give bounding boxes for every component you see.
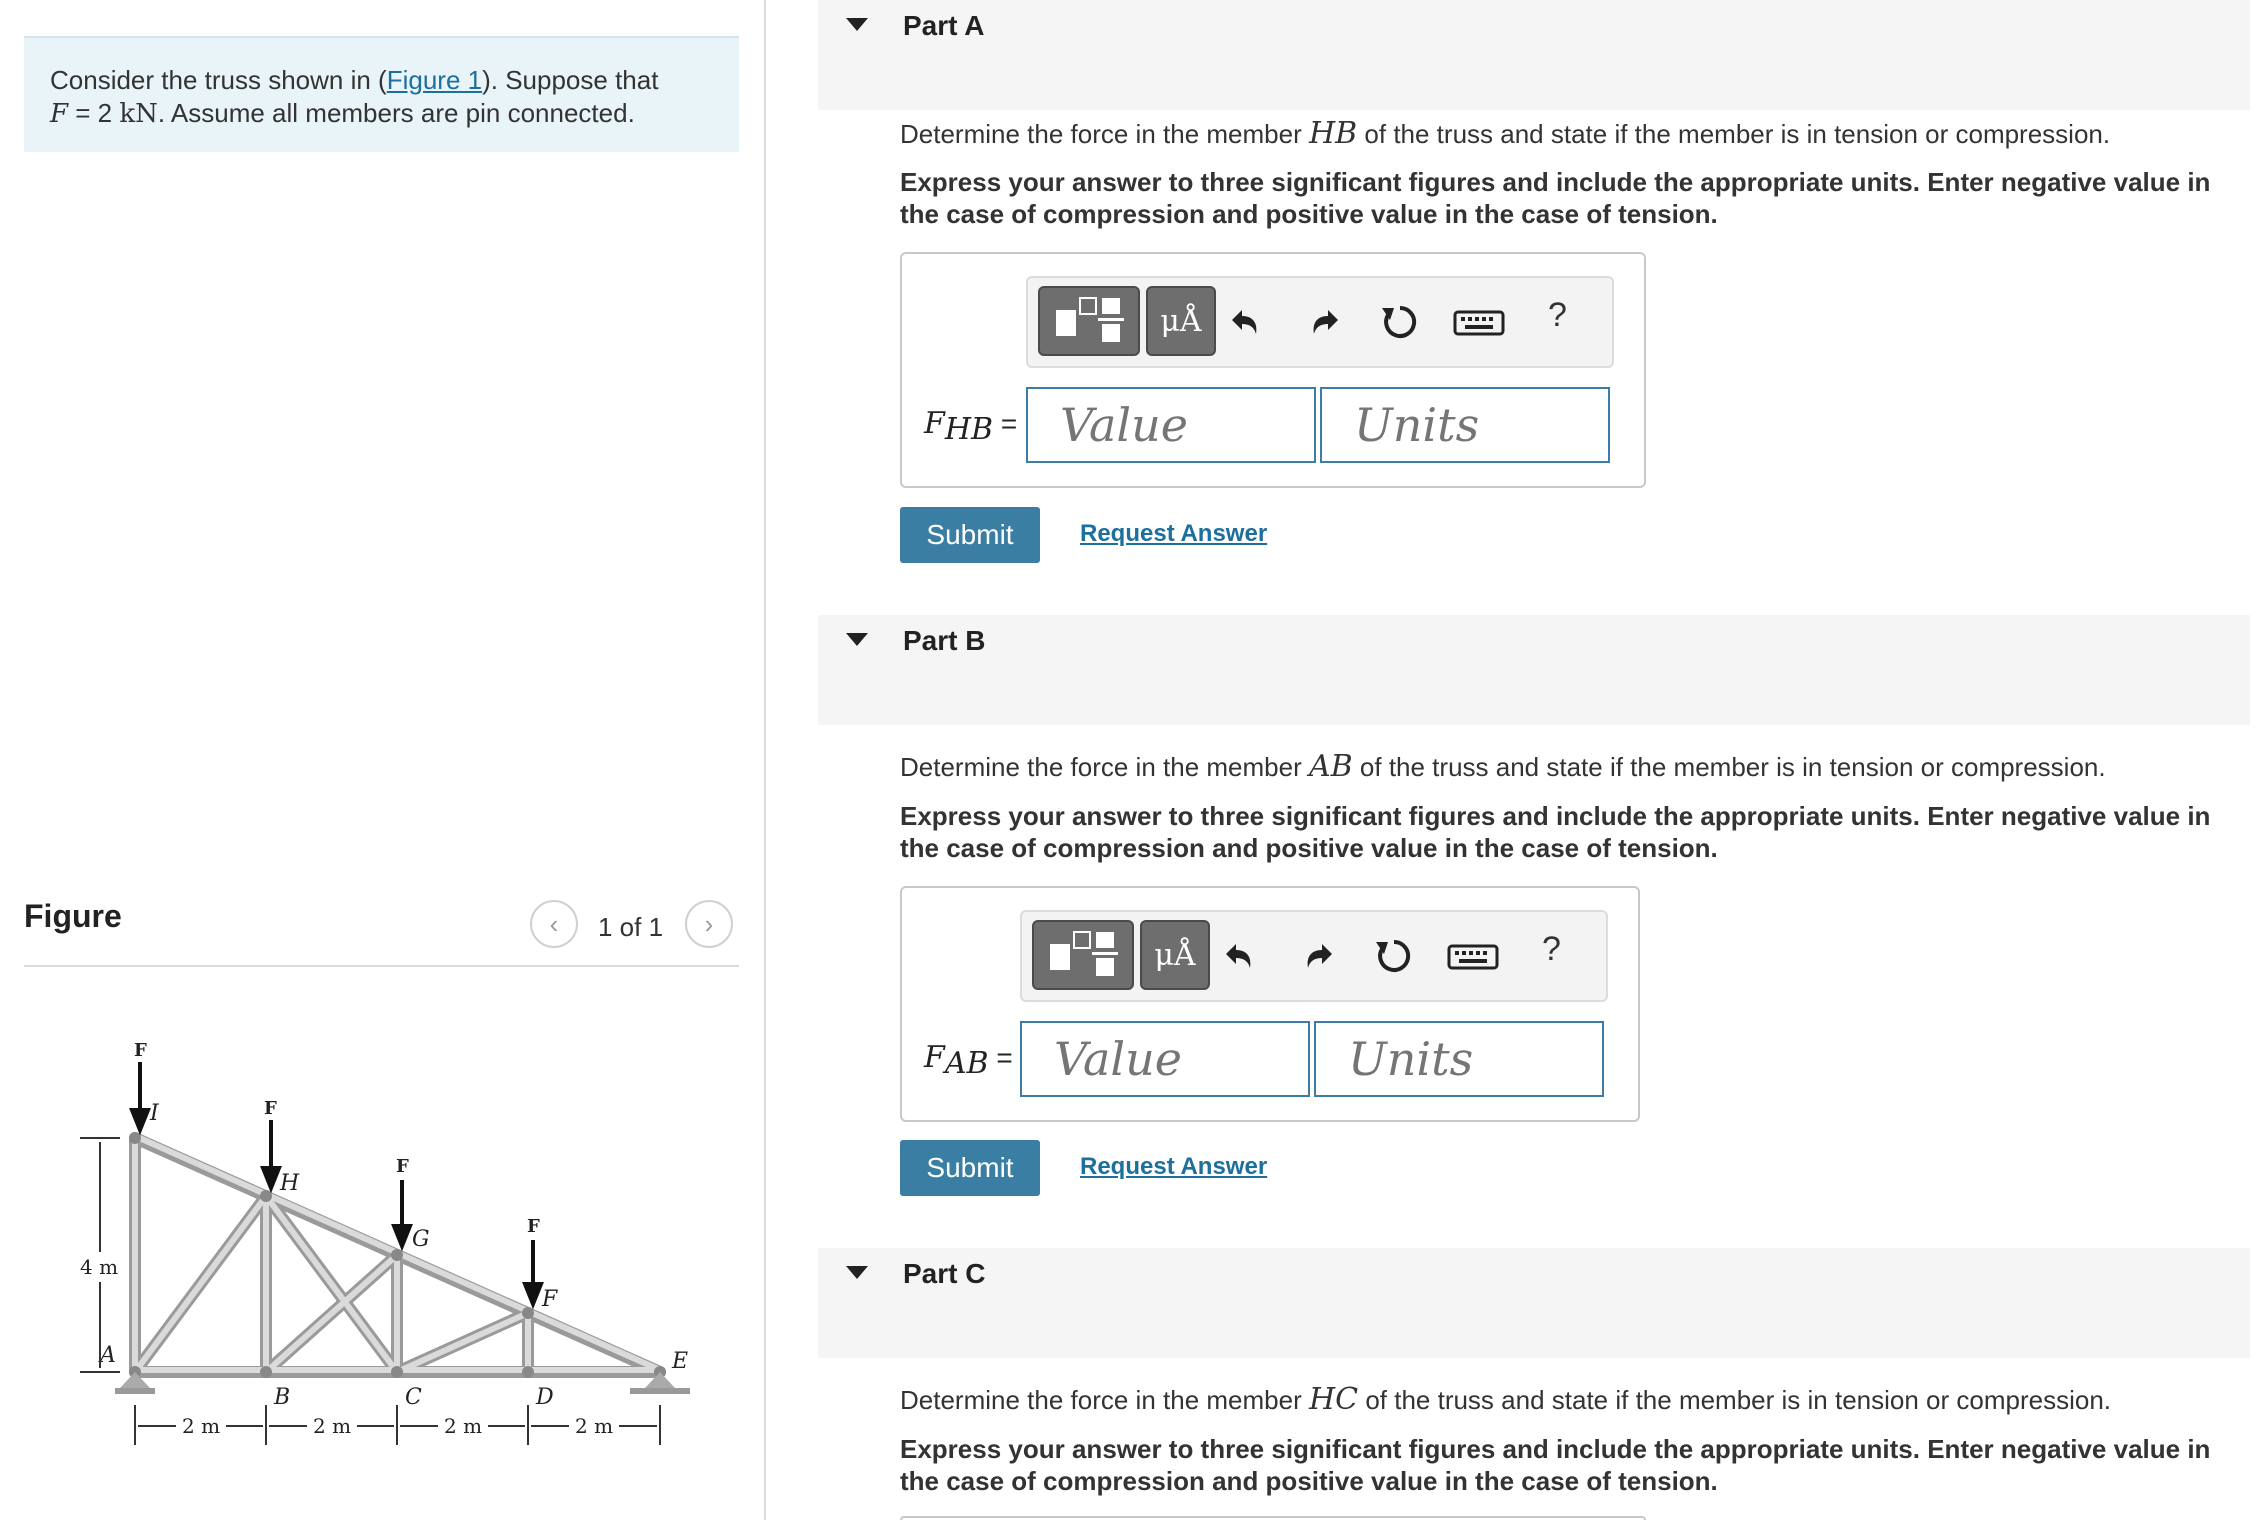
templates-icon xyxy=(1040,288,1138,354)
span-label: 2 m xyxy=(313,1414,352,1438)
part-b-question xyxy=(900,749,2240,784)
help-button[interactable]: ? xyxy=(1548,296,1567,334)
question-text: of the truss and state if the member is in tension or compression. xyxy=(1352,752,2106,782)
part-c-instructions: Express your answer to three significant figures and include the appropriate units. Enter negative value in the case of compression and positive value in the case of tension. xyxy=(900,1434,2211,1496)
units-button[interactable]: μÅ xyxy=(1146,286,1216,356)
joint-label-f: F xyxy=(542,1287,558,1312)
redo-icon[interactable] xyxy=(1296,934,1340,978)
joint-label-c: C xyxy=(405,1385,422,1410)
part-c-answer-box-edge xyxy=(900,1516,1646,1520)
units-button[interactable]: μÅ xyxy=(1140,920,1210,990)
question-text: Determine the force in the member xyxy=(900,119,1309,149)
part-c-question xyxy=(900,1382,2240,1417)
part-b-answer-box xyxy=(900,886,1640,1122)
force-symbol: F xyxy=(50,99,69,129)
undo-icon[interactable] xyxy=(1220,934,1264,978)
part-b-title: Part B xyxy=(903,625,986,656)
joint-label-d: D xyxy=(536,1385,554,1410)
part-a-answer-box xyxy=(900,252,1646,488)
problem-statement xyxy=(24,36,739,152)
part-a-title: Part A xyxy=(903,10,985,41)
joint-label-h: H xyxy=(280,1171,300,1196)
question-text: Determine the force in the member xyxy=(900,1385,1309,1415)
figure-divider xyxy=(24,965,739,967)
joint-label-e: E xyxy=(672,1349,689,1374)
problem-text-start: Consider the truss shown in ( xyxy=(50,65,387,95)
reset-icon[interactable] xyxy=(1378,300,1422,344)
chevron-right-icon: › xyxy=(704,908,714,939)
chevron-left-icon: ‹ xyxy=(549,908,559,939)
part-a-header[interactable] xyxy=(818,0,2250,110)
load-label: F xyxy=(264,1098,277,1119)
undo-icon[interactable] xyxy=(1226,300,1270,344)
load-labels xyxy=(134,1040,540,1237)
left-panel xyxy=(0,0,765,1520)
redo-icon[interactable] xyxy=(1302,300,1346,344)
span-label: 2 m xyxy=(182,1414,221,1438)
variable-subscript: HB xyxy=(944,412,994,447)
part-a-question xyxy=(900,116,2240,151)
units-input[interactable] xyxy=(1314,1021,1604,1097)
joint-label-b: B xyxy=(274,1385,291,1410)
templates-icon xyxy=(1034,922,1132,988)
templates-button[interactable] xyxy=(1038,286,1140,356)
variable-symbol: F xyxy=(924,1040,945,1075)
keyboard-icon[interactable] xyxy=(1446,934,1500,978)
force-equals: = 2 xyxy=(68,98,120,128)
submit-button[interactable]: Submit xyxy=(900,1140,1040,1196)
equals-sign: = xyxy=(988,1042,1013,1073)
joint-label-g: G xyxy=(412,1227,430,1252)
load-label: F xyxy=(527,1216,540,1237)
value-input[interactable] xyxy=(1020,1021,1310,1097)
part-a-instructions: Express your answer to three significant figures and include the appropriate units. Enter negative value in the case of compression and positive value in the case of tension. xyxy=(900,167,2211,229)
equals-sign: = xyxy=(993,408,1018,439)
question-text: of the truss and state if the member is in tension or compression. xyxy=(1358,1385,2112,1415)
joint-label-a: A xyxy=(100,1343,116,1368)
force-unit: kN xyxy=(119,99,158,129)
math-toolbar xyxy=(1026,276,1614,368)
load-label: F xyxy=(396,1156,409,1177)
height-label: 4 m xyxy=(80,1255,119,1279)
request-answer-link[interactable]: Request Answer xyxy=(1080,1153,1268,1180)
part-b-header[interactable] xyxy=(818,615,2250,725)
figure-prev-button[interactable] xyxy=(530,900,578,948)
truss-figure xyxy=(60,1020,720,1490)
part-c-title: Part C xyxy=(903,1258,986,1289)
column-divider xyxy=(764,0,766,1520)
collapse-triangle-icon[interactable] xyxy=(846,18,868,31)
part-c-header[interactable] xyxy=(818,1248,2250,1358)
value-input[interactable] xyxy=(1026,387,1316,463)
figure-count: 1 of 1 xyxy=(598,912,664,942)
units-input[interactable] xyxy=(1320,387,1610,463)
member-name: HB xyxy=(1308,116,1358,151)
submit-button[interactable]: Submit xyxy=(900,507,1040,563)
problem-text-end: . Assume all members are pin connected. xyxy=(157,98,635,128)
part-b-instructions: Express your answer to three significant figures and include the appropriate units. Enter negative value in the case of compression and positive value in the case of tension. xyxy=(900,801,2211,863)
joint-label-i: I xyxy=(150,1101,159,1126)
question-text: Determine the force in the member xyxy=(900,752,1309,782)
variable-subscript: AB xyxy=(944,1046,989,1081)
member-name: AB xyxy=(1308,749,1353,784)
variable-label xyxy=(924,1040,1013,1081)
variable-label xyxy=(924,406,1017,447)
variable-symbol: F xyxy=(924,406,945,441)
span-label: 2 m xyxy=(444,1414,483,1438)
request-answer-link[interactable]: Request Answer xyxy=(1080,520,1268,547)
templates-button[interactable] xyxy=(1032,920,1134,990)
help-button[interactable]: ? xyxy=(1542,930,1561,968)
reset-icon[interactable] xyxy=(1372,934,1416,978)
span-label: 2 m xyxy=(575,1414,614,1438)
member-name: HC xyxy=(1308,1382,1359,1417)
load-arrows xyxy=(132,1062,541,1304)
figure-title: Figure xyxy=(24,898,122,934)
figure-link[interactable]: Figure 1 xyxy=(386,65,483,95)
problem-text-after-link: ). Suppose that xyxy=(482,65,659,95)
figure-next-button[interactable] xyxy=(685,900,733,948)
keyboard-icon[interactable] xyxy=(1452,300,1506,344)
question-text: of the truss and state if the member is in tension or compression. xyxy=(1357,119,2111,149)
math-toolbar xyxy=(1020,910,1608,1002)
collapse-triangle-icon[interactable] xyxy=(846,1266,868,1279)
collapse-triangle-icon[interactable] xyxy=(846,633,868,646)
load-label: F xyxy=(134,1040,147,1061)
